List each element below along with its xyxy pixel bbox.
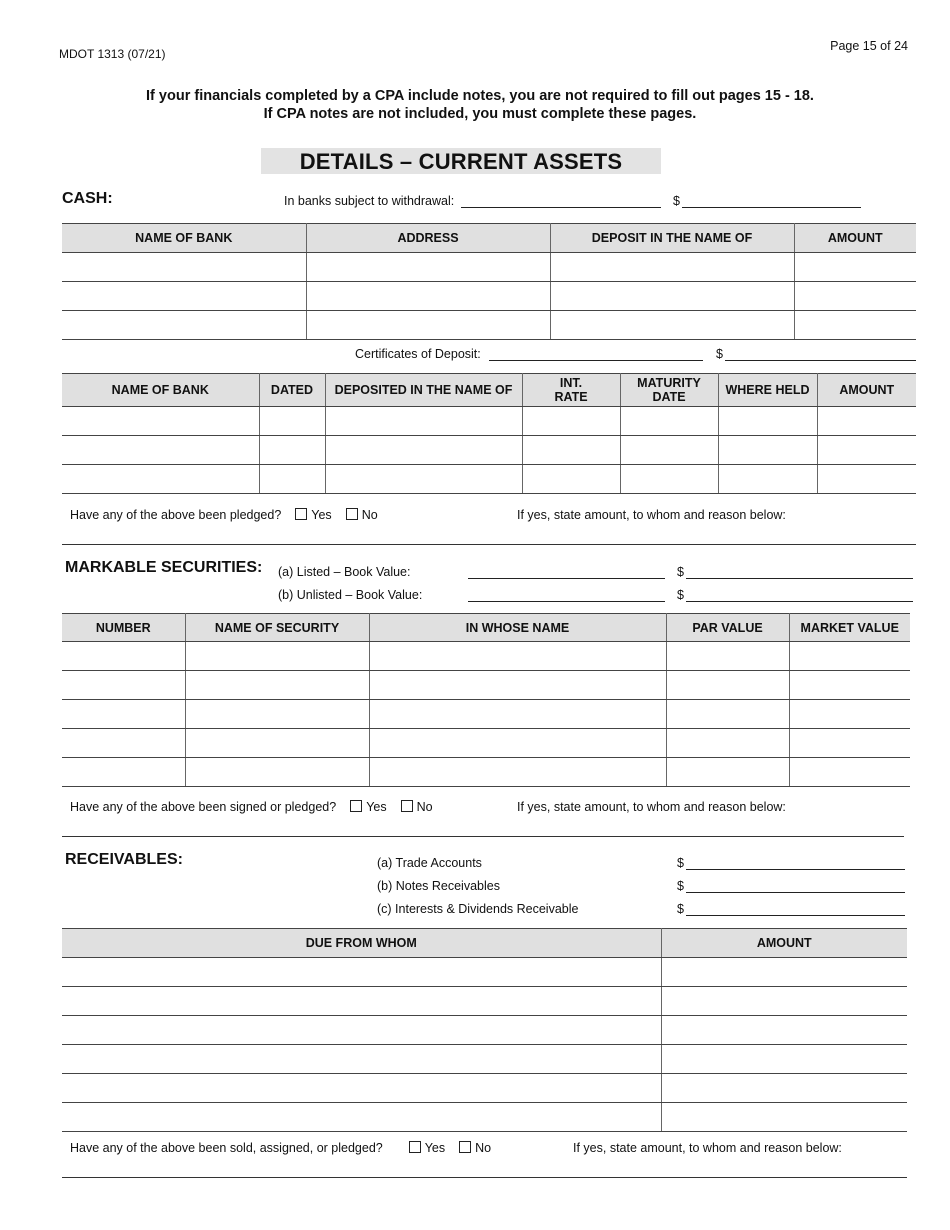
table-cell[interactable] (259, 436, 325, 465)
table-cell[interactable] (794, 282, 916, 311)
bank-accounts-table (62, 223, 916, 340)
unlisted-label: (b) Unlisted – Book Value: (278, 588, 423, 602)
table-cell[interactable] (666, 671, 789, 700)
table-cell[interactable] (718, 407, 817, 436)
table-row (62, 282, 916, 311)
no-checkbox[interactable] (459, 1141, 471, 1153)
table-cell[interactable] (62, 465, 259, 494)
no-label: No (416, 800, 433, 814)
table-cell[interactable] (620, 407, 718, 436)
table-cell[interactable] (369, 700, 666, 729)
table-cell[interactable] (259, 407, 325, 436)
column-header: AMOUNT (817, 374, 916, 407)
table-cell[interactable] (522, 407, 620, 436)
table-cell[interactable] (666, 642, 789, 671)
securities-table (62, 613, 910, 787)
yes-checkbox[interactable] (295, 508, 307, 520)
table-cell[interactable] (369, 758, 666, 787)
table-cell[interactable] (306, 253, 550, 282)
table-cell[interactable] (325, 465, 522, 494)
table-cell[interactable] (550, 311, 794, 340)
listed-field[interactable] (468, 578, 665, 579)
receivables-table (62, 928, 907, 1132)
table-cell[interactable] (789, 700, 910, 729)
table-cell[interactable] (62, 958, 661, 987)
no-checkbox[interactable] (346, 508, 358, 520)
table-cell[interactable] (185, 642, 369, 671)
table-cell[interactable] (661, 1074, 907, 1103)
table-cell[interactable] (62, 407, 259, 436)
table-row (62, 642, 910, 671)
table-cell[interactable] (794, 253, 916, 282)
listed-label: (a) Listed – Book Value: (278, 565, 411, 579)
table-row (62, 729, 910, 758)
table-row (62, 465, 916, 494)
table-row (62, 671, 910, 700)
table-cell[interactable] (789, 642, 910, 671)
column-header: NUMBER (62, 614, 185, 642)
if-yes-instruction: If yes, state amount, to whom and reason below: (573, 1141, 842, 1155)
table-cell[interactable] (522, 436, 620, 465)
table-cell[interactable] (62, 758, 185, 787)
table-cell[interactable] (661, 958, 907, 987)
divider (62, 544, 916, 545)
column-header: IN WHOSE NAME (369, 614, 666, 642)
table-cell[interactable] (794, 311, 916, 340)
table-cell[interactable] (62, 282, 306, 311)
cpa-notice-line-1: If your financials completed by a CPA include notes, you are not required to fill out pages 15 - 18. (146, 88, 814, 104)
receivables-section-label: RECEIVABLES: (65, 851, 183, 868)
table-cell[interactable] (817, 465, 916, 494)
cd-amount-field[interactable] (725, 360, 916, 361)
yes-label: Yes (366, 800, 387, 814)
unlisted-field[interactable] (468, 601, 665, 602)
column-header: MARKET VALUE (789, 614, 910, 642)
table-cell[interactable] (661, 1103, 907, 1132)
cd-field[interactable] (489, 360, 703, 361)
column-header: ADDRESS (306, 224, 550, 253)
table-row (62, 1074, 907, 1103)
banks-withdrawal-label: In banks subject to withdrawal: (284, 194, 455, 208)
column-header: AMOUNT (661, 929, 907, 958)
column-header: NAME OF BANK (62, 224, 306, 253)
table-cell[interactable] (62, 436, 259, 465)
interests-dividends-label: (c) Interests & Dividends Receivable (377, 902, 579, 916)
table-cell[interactable] (306, 311, 550, 340)
table-cell[interactable] (666, 700, 789, 729)
table-cell[interactable] (661, 1016, 907, 1045)
divider (62, 836, 904, 837)
column-header: INT. RATE (522, 374, 620, 407)
table-row (62, 758, 910, 787)
signed-pledged-question: Have any of the above been signed or pledged? (70, 800, 337, 814)
table-cell[interactable] (550, 253, 794, 282)
sold-assigned-pledged-question: Have any of the above been sold, assigned, or pledged? (70, 1141, 383, 1155)
trade-accounts-amount-field[interactable] (686, 869, 905, 870)
column-header: AMOUNT (794, 224, 916, 253)
table-cell[interactable] (62, 987, 661, 1016)
cash-section-label: CASH: (62, 190, 113, 207)
table-row (62, 436, 916, 465)
table-row (62, 1103, 907, 1132)
column-header: DUE FROM WHOM (62, 929, 661, 958)
table-cell[interactable] (62, 1016, 661, 1045)
table-cell[interactable] (62, 1074, 661, 1103)
table-cell[interactable] (718, 465, 817, 494)
table-row (62, 700, 910, 729)
if-yes-instruction: If yes, state amount, to whom and reason below: (517, 800, 786, 814)
table-row (62, 311, 916, 340)
securities-section-label: MARKABLE SECURITIES: (65, 559, 263, 576)
no-label: No (361, 508, 378, 522)
yes-checkbox[interactable] (350, 800, 362, 812)
page-number: Page 15 of 24 (830, 39, 908, 53)
table-cell[interactable] (620, 436, 718, 465)
table-cell[interactable] (369, 729, 666, 758)
table-cell[interactable] (325, 436, 522, 465)
no-checkbox[interactable] (401, 800, 413, 812)
table-cell[interactable] (62, 311, 306, 340)
interests-dividends-amount-field[interactable] (686, 915, 905, 916)
table-cell[interactable] (661, 987, 907, 1016)
listed-amount-field[interactable] (686, 578, 913, 579)
dollar-sign: $ (677, 856, 684, 870)
table-cell[interactable] (306, 282, 550, 311)
table-cell[interactable] (185, 700, 369, 729)
table-row (62, 987, 907, 1016)
table-cell[interactable] (325, 407, 522, 436)
table-cell[interactable] (62, 642, 185, 671)
trade-accounts-label: (a) Trade Accounts (377, 856, 482, 870)
table-cell[interactable] (62, 1103, 661, 1132)
yes-checkbox[interactable] (409, 1141, 421, 1153)
cd-label: Certificates of Deposit: (355, 347, 481, 361)
table-cell[interactable] (259, 465, 325, 494)
table-cell[interactable] (789, 671, 910, 700)
column-header: NAME OF SECURITY (185, 614, 369, 642)
table-cell[interactable] (789, 729, 910, 758)
table-cell[interactable] (62, 253, 306, 282)
table-cell[interactable] (666, 729, 789, 758)
pledged-question: Have any of the above been pledged? (70, 508, 282, 522)
if-yes-instruction: If yes, state amount, to whom and reason below: (517, 508, 786, 522)
table-cell[interactable] (661, 1045, 907, 1074)
unlisted-amount-field[interactable] (686, 601, 913, 602)
banks-withdrawal-field[interactable] (461, 207, 661, 208)
yes-label: Yes (311, 508, 332, 522)
form-id: MDOT 1313 (07/21) (59, 47, 166, 61)
table-cell[interactable] (185, 671, 369, 700)
notes-receivables-amount-field[interactable] (686, 892, 905, 893)
divider (62, 1177, 907, 1178)
table-cell[interactable] (62, 700, 185, 729)
column-header: DEPOSITED IN THE NAME OF (325, 374, 522, 407)
table-cell[interactable] (185, 758, 369, 787)
table-row (62, 407, 916, 436)
dollar-sign: $ (677, 588, 684, 602)
certificates-of-deposit-table (62, 373, 916, 494)
table-row (62, 1016, 907, 1045)
dollar-sign: $ (677, 879, 684, 893)
dollar-sign: $ (716, 347, 723, 361)
securities-question-row (70, 800, 433, 814)
notes-receivables-label: (b) Notes Receivables (377, 879, 500, 893)
table-row (62, 253, 916, 282)
table-cell[interactable] (369, 671, 666, 700)
dollar-sign: $ (677, 902, 684, 916)
table-cell[interactable] (789, 758, 910, 787)
page-title: DETAILS – CURRENT ASSETS (261, 148, 661, 174)
column-header: DEPOSIT IN THE NAME OF (550, 224, 794, 253)
cpa-notice-line-2: If CPA notes are not included, you must complete these pages. (263, 106, 697, 122)
table-cell[interactable] (522, 465, 620, 494)
yes-label: Yes (424, 1141, 446, 1155)
cash-pledged-question-row (70, 508, 378, 522)
table-cell[interactable] (185, 729, 369, 758)
banks-withdrawal-amount-field[interactable] (682, 207, 861, 208)
table-cell[interactable] (718, 436, 817, 465)
table-cell[interactable] (62, 729, 185, 758)
receivables-question-row (70, 1141, 491, 1155)
table-cell[interactable] (666, 758, 789, 787)
column-header: PAR VALUE (666, 614, 789, 642)
column-header: NAME OF BANK (62, 374, 259, 407)
table-cell[interactable] (369, 642, 666, 671)
dollar-sign: $ (673, 194, 680, 208)
table-row (62, 1045, 907, 1074)
table-cell[interactable] (550, 282, 794, 311)
table-cell[interactable] (62, 671, 185, 700)
table-cell[interactable] (817, 436, 916, 465)
dollar-sign: $ (677, 565, 684, 579)
column-header: MATURITY DATE (620, 374, 718, 407)
no-label: No (475, 1141, 492, 1155)
column-header: WHERE HELD (718, 374, 817, 407)
column-header: DATED (259, 374, 325, 407)
table-cell[interactable] (620, 465, 718, 494)
table-row (62, 958, 907, 987)
table-cell[interactable] (62, 1045, 661, 1074)
table-cell[interactable] (817, 407, 916, 436)
